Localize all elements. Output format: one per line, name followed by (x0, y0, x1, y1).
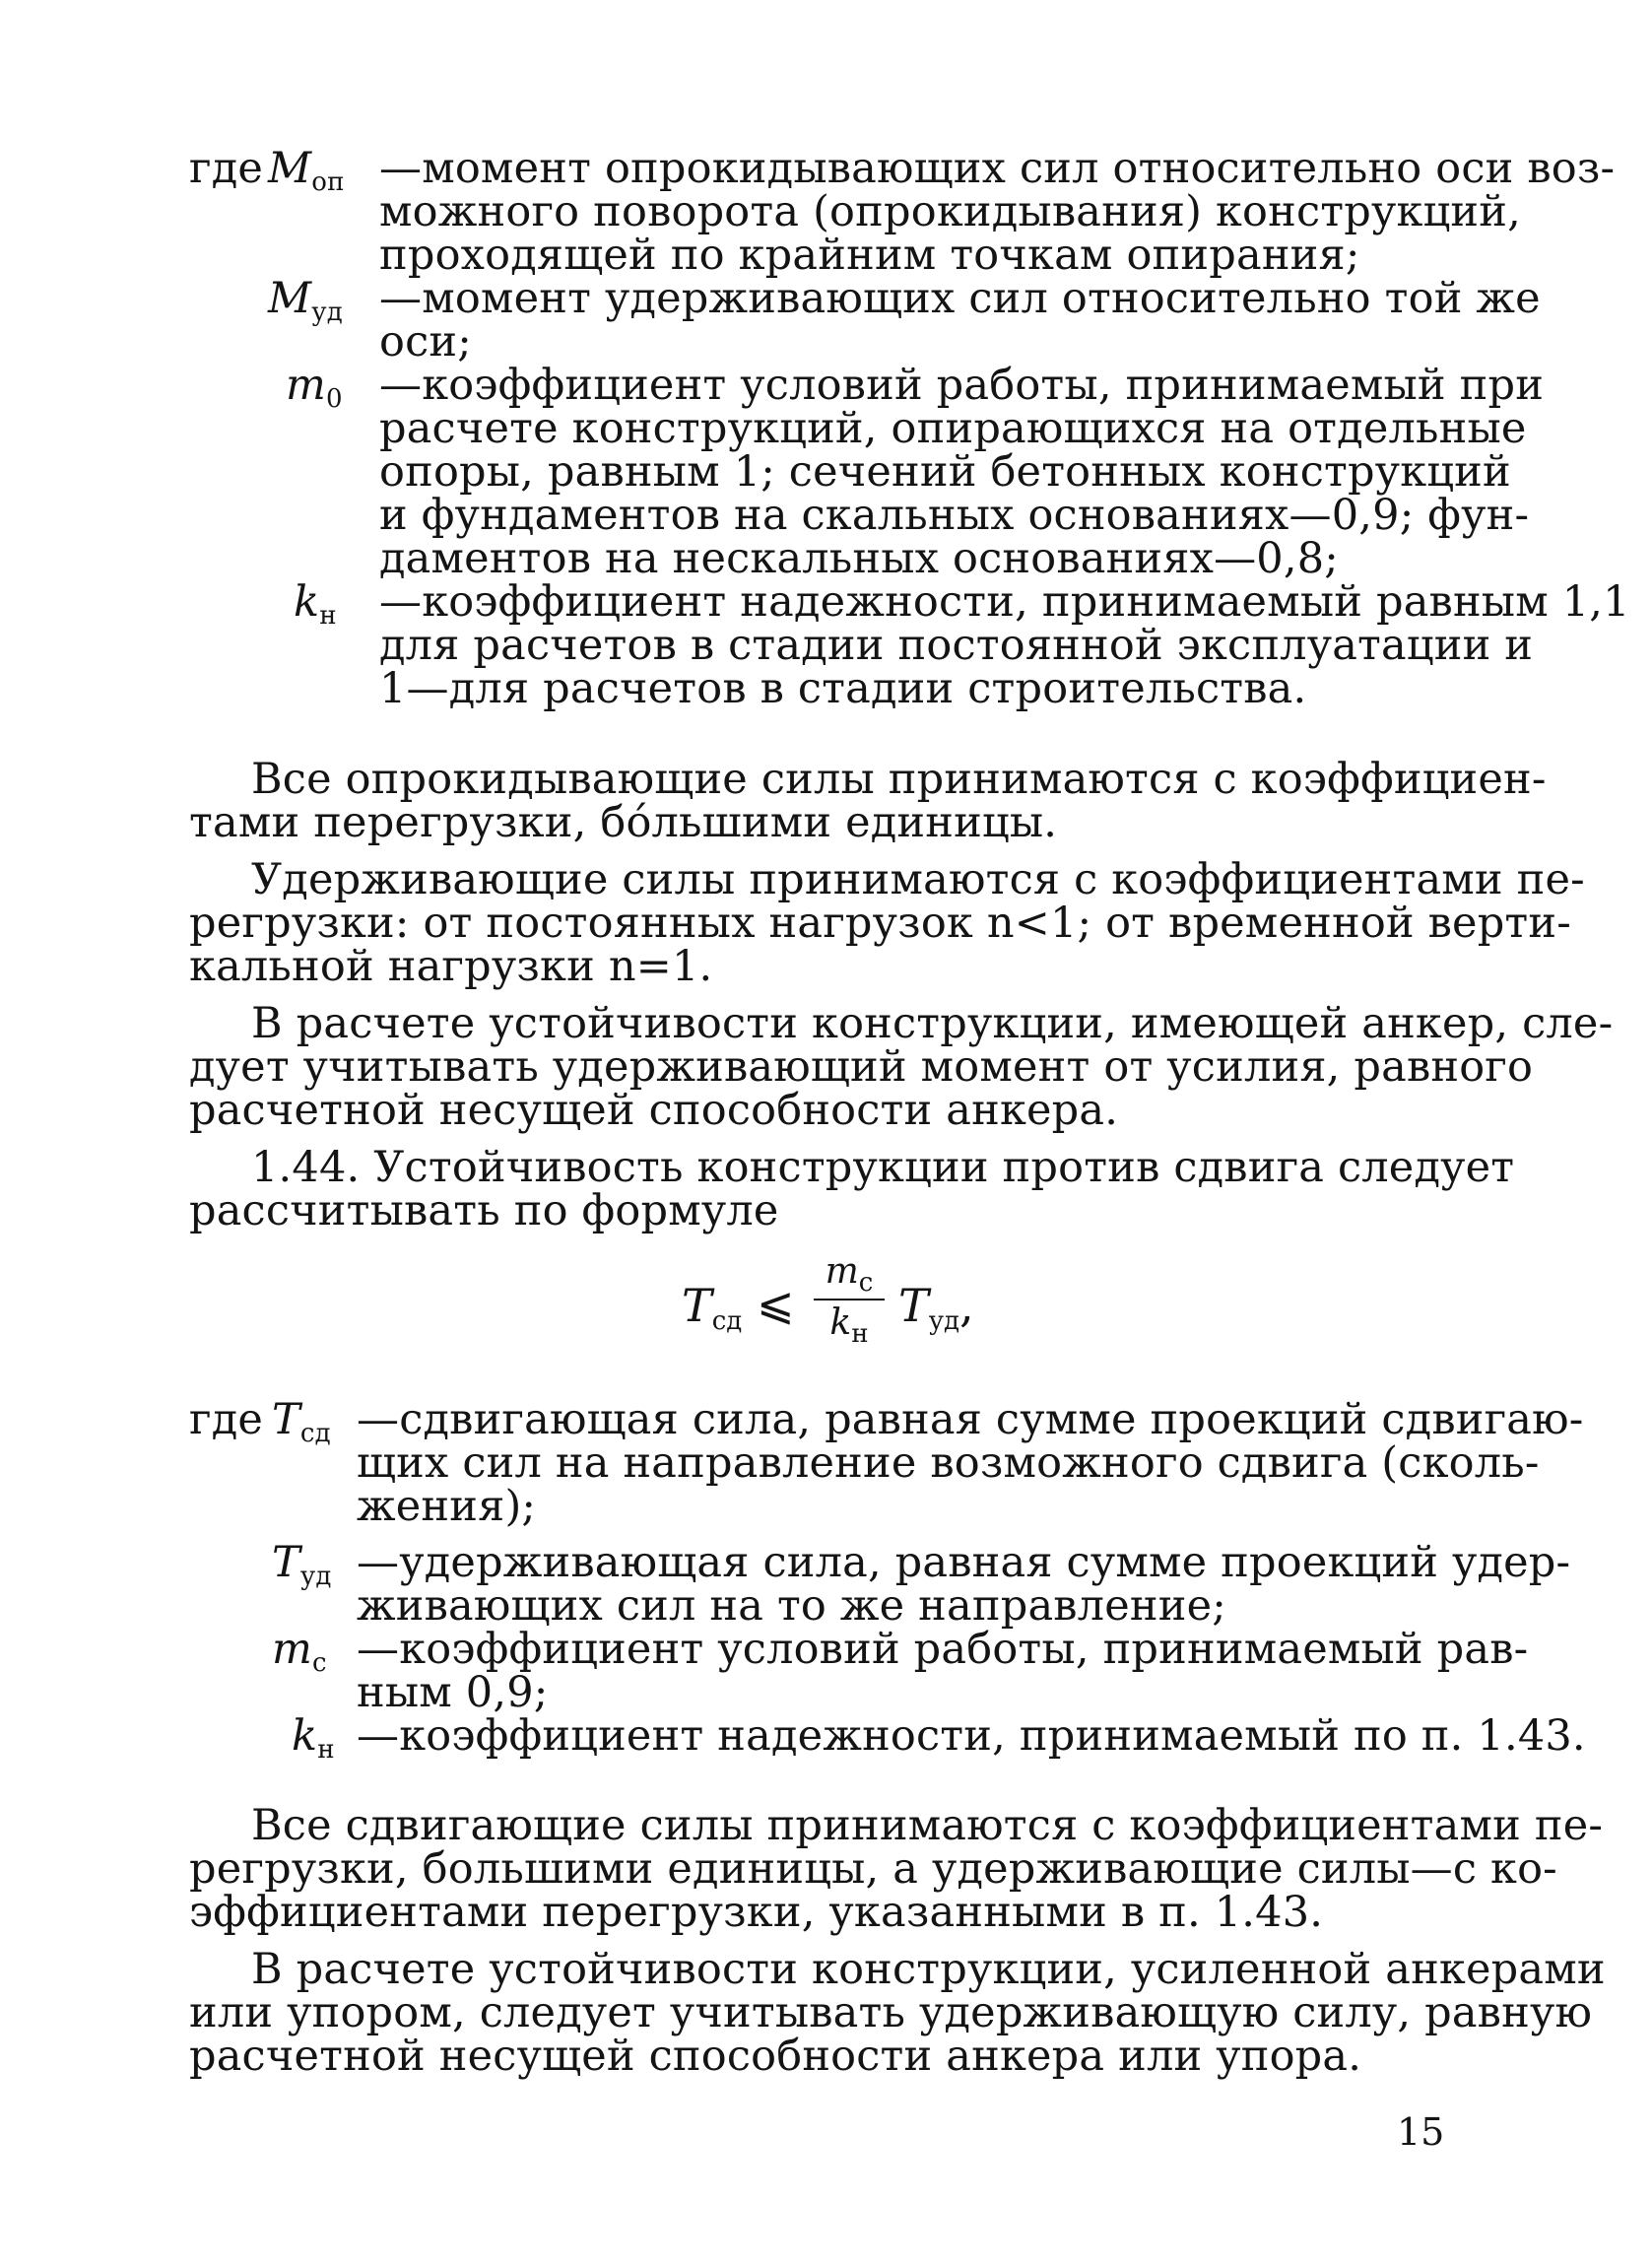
definition-symbol: $T_{сд}$ (272, 1395, 331, 1448)
definition-line: —коэффициент надежности, принимаемый равным 1,1 (379, 577, 1630, 627)
definition-symbol: $k_н$ (292, 1711, 335, 1765)
formula-relation: ⩽ (757, 1277, 795, 1330)
definition-symbol: $M_{уд}$ (268, 274, 343, 327)
definition-symbol: $T_{уд}$ (272, 1538, 332, 1591)
formula-rhs: $T_{уд}$, (898, 1279, 974, 1336)
definition-line: 1—для расчетов в стадии строительства. (379, 664, 1307, 713)
definition-symbol: $k_н$ (294, 577, 337, 631)
definition-line: живающих сил на то же направление; (357, 1581, 1226, 1631)
paragraph-line: Все сдвигающие силы принимаются с коэффициентами пе- (251, 1801, 1604, 1850)
definition-line: ным 0,9; (357, 1668, 549, 1717)
paragraph-line: В расчете устойчивости конструкции, усиленной анкерами (251, 1945, 1606, 1994)
definition-line: даментов на нескальных основаниях—0,8; (379, 534, 1339, 583)
definition-line: щих сил на направление возможного сдвига (сколь- (357, 1438, 1540, 1488)
definition-line: жения); (357, 1482, 537, 1531)
paragraph-line: В расчете устойчивости конструкции, имеющей анкер, сле- (251, 999, 1614, 1048)
paragraph-line: тами перегрузки, бо́льшими единицы. (189, 798, 1058, 847)
definition-line: оси; (379, 317, 472, 367)
definition-line: —момент опрокидывающих сил относительно оси воз- (379, 144, 1616, 193)
paragraph-line: кальной нагрузки n=1. (189, 942, 713, 991)
definition-line: —коэффициент условий работы, принимаемый рав- (357, 1625, 1529, 1674)
definition-line: —коэффициент надежности, принимаемый по п. 1.43. (357, 1711, 1586, 1761)
definition-line: —удерживающая сила, равная сумме проекций удер- (357, 1538, 1571, 1587)
definition-line: —момент удерживающих сил относительно той же (379, 274, 1541, 323)
fraction-bar (814, 1299, 885, 1301)
definition-line: —сдвигающая сила, равная сумме проекций сдвигаю- (357, 1395, 1584, 1444)
definition-symbol: $m_0$ (286, 361, 343, 414)
paragraph-line: дует учитывать удерживающий момент от усилия, равного (189, 1042, 1534, 1092)
definition-line: и фундаментов на скальных основаниях—0,9; фун- (379, 491, 1530, 540)
paragraph-line: эффициентами перегрузки, указанными в п. 1.43. (189, 1888, 1324, 1937)
definition-line: опоры, равным 1; сечений бетонных конструкций (379, 447, 1511, 497)
definition-line: —коэффициент условий работы, принимаемый при (379, 361, 1545, 410)
fraction-denominator: $k_н$ (829, 1302, 869, 1349)
formula (0, 1251, 1652, 1360)
definition-line: проходящей по крайним точкам опирания; (379, 231, 1360, 280)
fraction-numerator: $m_c$ (825, 1251, 874, 1298)
paragraph-line: Удерживающие силы принимаются с коэффициентами пе- (251, 855, 1585, 904)
definition-symbol: $m_c$ (272, 1625, 327, 1678)
paragraph-line: регрузки: от постоянных нагрузок n<1; от временной верти- (189, 899, 1571, 948)
definition-symbol: $M_{оп}$ (268, 144, 345, 197)
paragraph-line: Все опрокидывающие силы принимаются с коэффициен- (251, 755, 1547, 804)
page-number: 15 (1397, 2110, 1445, 2154)
paragraph-line: или упором, следует учитывать удерживающую силу, равную (189, 1988, 1593, 2037)
definition-line: расчете конструкций, опирающихся на отдельные (379, 404, 1527, 453)
where-label: где (189, 144, 264, 193)
paragraph-line: расчетной несущей способности анкера. (189, 1086, 1119, 1135)
definition-line: можного поворота (опрокидывания) конструкций, (379, 187, 1522, 236)
where-label: где (189, 1395, 264, 1444)
paragraph-line: рассчитывать по формуле (189, 1186, 779, 1235)
paragraph-line: расчетной несущей способности анкера или упора. (189, 2032, 1362, 2081)
formula-lhs: $T_{сд}$ (682, 1279, 743, 1336)
paragraph-line: 1.44. Устойчивость конструкции против сдвига следует (251, 1143, 1515, 1192)
definition-line: для расчетов в стадии постоянной эксплуатации и (379, 621, 1534, 670)
paragraph-line: регрузки, большими единицы, а удерживающие силы—с ко- (189, 1844, 1557, 1894)
